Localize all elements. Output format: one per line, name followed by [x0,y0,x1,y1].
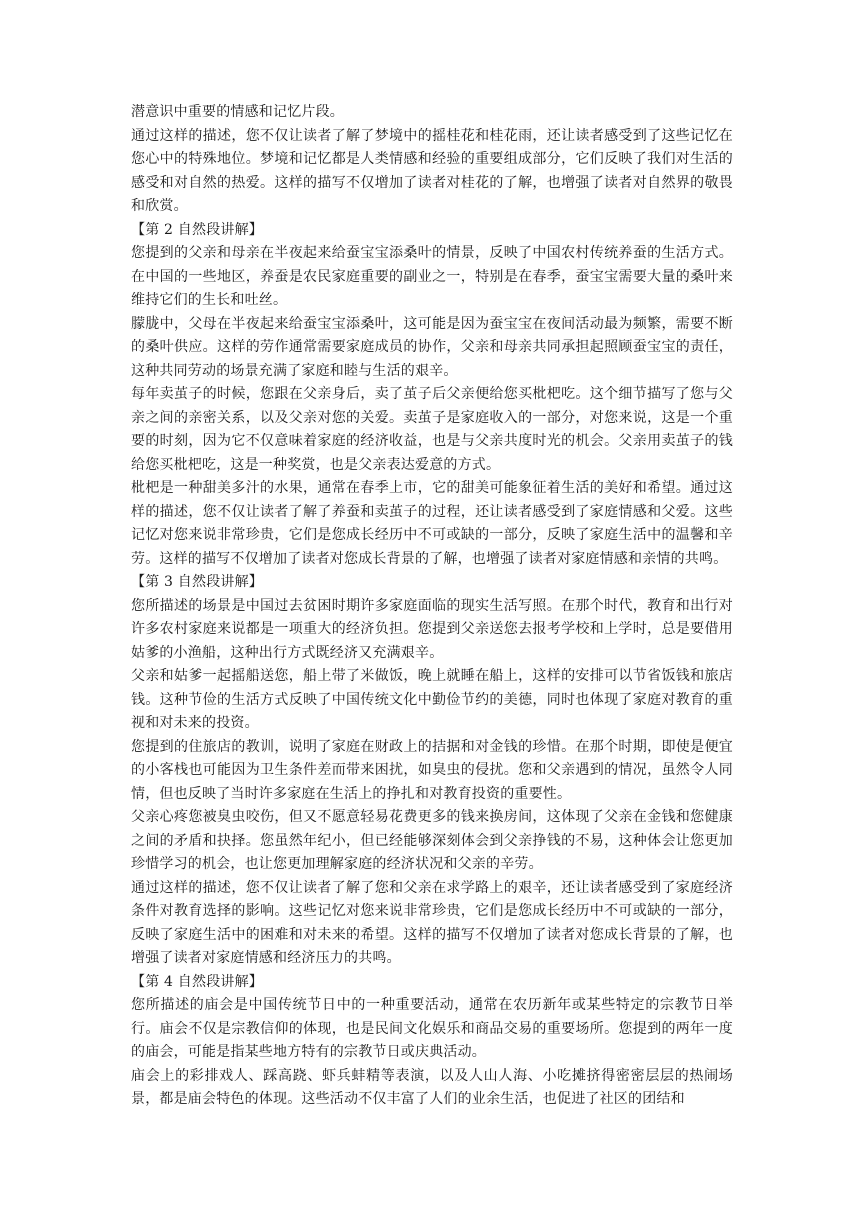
paragraph: 您所描述的庙会是中国传统节日中的一种重要活动，通常在农历新年或某些特定的宗教节日举行。庙会不仅是宗教信仰的体现，也是民间文化娱乐和商品交易的重要场所。您提到的两年一度的庙会，可能是指某些地方特有的宗教节日或庆典活动。 [131,997,733,1060]
paragraph: 您提到的住旅店的教训，说明了家庭在财政上的拮据和对金钱的珍惜。在那个时期，即使是便宜的小客栈也可能因为卫生条件差而带来困扰，如臭虫的侵扰。您和父亲遇到的情况，虽然令人同情，但也反映了当时许多家庭在生活上的挣扎和对教育投资的重要性。 [131,738,733,802]
section-heading: 【第 2 自然段讲解】 [131,221,264,238]
paragraph: 每年卖茧子的时候，您跟在父亲身后，卖了茧子后父亲便给您买枇杷吃。这个细节描写了您与父亲之间的亲密关系，以及父亲对您的关爱。卖茧子是家庭收入的一部分，对您来说，这是一个重要的时刻，因为它不仅意味着家庭的经济收益，也是与父亲共度时光的机会。父亲用卖茧子的钱给您买枇杷吃，这是一种奖赏，也是父亲表达爱意的方式。 [131,386,733,473]
paragraph: 通过这样的描述，您不仅让读者了解了梦境中的摇桂花和桂花雨，还让读者感受到了这些记忆在您心中的特殊地位。梦境和记忆都是人类情感和经验的重要组成部分，它们反映了我们对生活的感受和对自然的热爱。这样的描写不仅增加了读者对桂花的了解，也增强了读者对自然界的敬畏和欣赏。 [131,127,733,214]
section-heading: 【第 4 自然段讲解】 [131,973,264,990]
paragraph: 庙会上的彩排戏人、踩高跷、虾兵蚌精等表演，以及人山人海、小吃摊挤得密密层层的热闹场景，都是庙会特色的体现。这些活动不仅丰富了人们的业余生活，也促进了社区的团结和 [131,1067,733,1107]
section-heading: 【第 3 自然段讲解】 [131,574,264,590]
paragraph: 您提到的父亲和母亲在半夜起来给蚕宝宝添桑叶的情景，反映了中国农村传统养蚕的生活方式。在中国的一些地区，养蚕是农民家庭重要的副业之一，特别是在春季，蚕宝宝需要大量的桑叶来维持它们的生长和吐丝。 [131,245,733,308]
paragraph: 朦胧中，父母在半夜起来给蚕宝宝添桑叶，这可能是因为蚕宝宝在夜间活动最为频繁，需要不断的桑叶供应。这样的劳作通常需要家庭成员的协作，父亲和母亲共同承担起照顾蚕宝宝的责任，这种共同劳动的场景充满了家庭和睦与生活的艰辛。 [131,315,733,379]
document-page [131,101,733,1112]
paragraph: 潜意识中重要的情感和记忆片段。 [131,104,344,120]
paragraph: 父亲和姑爹一起摇船送您，船上带了米做饭，晚上就睡在船上，这样的安排可以节省饭钱和旅店钱。这种节俭的生活方式反映了中国传统文化中勤俭节约的美德，同时也体现了家庭对教育的重视和对未来的投资。 [131,668,733,731]
paragraph: 父亲心疼您被臭虫咬伤，但又不愿意轻易花费更多的钱来换房间，这体现了父亲在金钱和您健康之间的矛盾和抉择。您虽然年纪小，但已经能够深刻体会到父亲挣钱的不易，这种体会让您更加珍惜学习的机会，也让您更加理解家庭的经济状况和父亲的辛劳。 [131,809,733,872]
paragraph: 通过这样的描述，您不仅让读者了解了您和父亲在求学路上的艰辛，还让读者感受到了家庭经济条件对教育选择的影响。这些记忆对您来说非常珍贵，它们是您成长经历中不可或缺的一部分，反映了家庭生活中的困难和对未来的希望。这样的描写不仅增加了读者对您成长背景的了解，也增强了读者对家庭情感和经济压力的共鸣。 [131,879,733,966]
paragraph: 枇杷是一种甜美多汁的水果，通常在春季上市，它的甜美可能象征着生活的美好和希望。通过这样的描述，您不仅让读者了解了养蚕和卖茧子的过程，还让读者感受到了家庭情感和父爱。这些记忆对您来说非常珍贵，它们是您成长经历中不可或缺的一部分，反映了家庭生活中的温馨和辛劳。这样的描写不仅增加了读者对您成长背景的了解，也增强了读者对家庭情感和亲情的共鸣。 [131,480,733,567]
paragraph: 您所描述的场景是中国过去贫困时期许多家庭面临的现实生活写照。在那个时代，教育和出行对许多农村家庭来说都是一项重大的经济负担。您提到父亲送您去报考学校和上学时，总是要借用姑爹的小渔船，这种出行方式既经济又充满艰辛。 [131,597,733,661]
